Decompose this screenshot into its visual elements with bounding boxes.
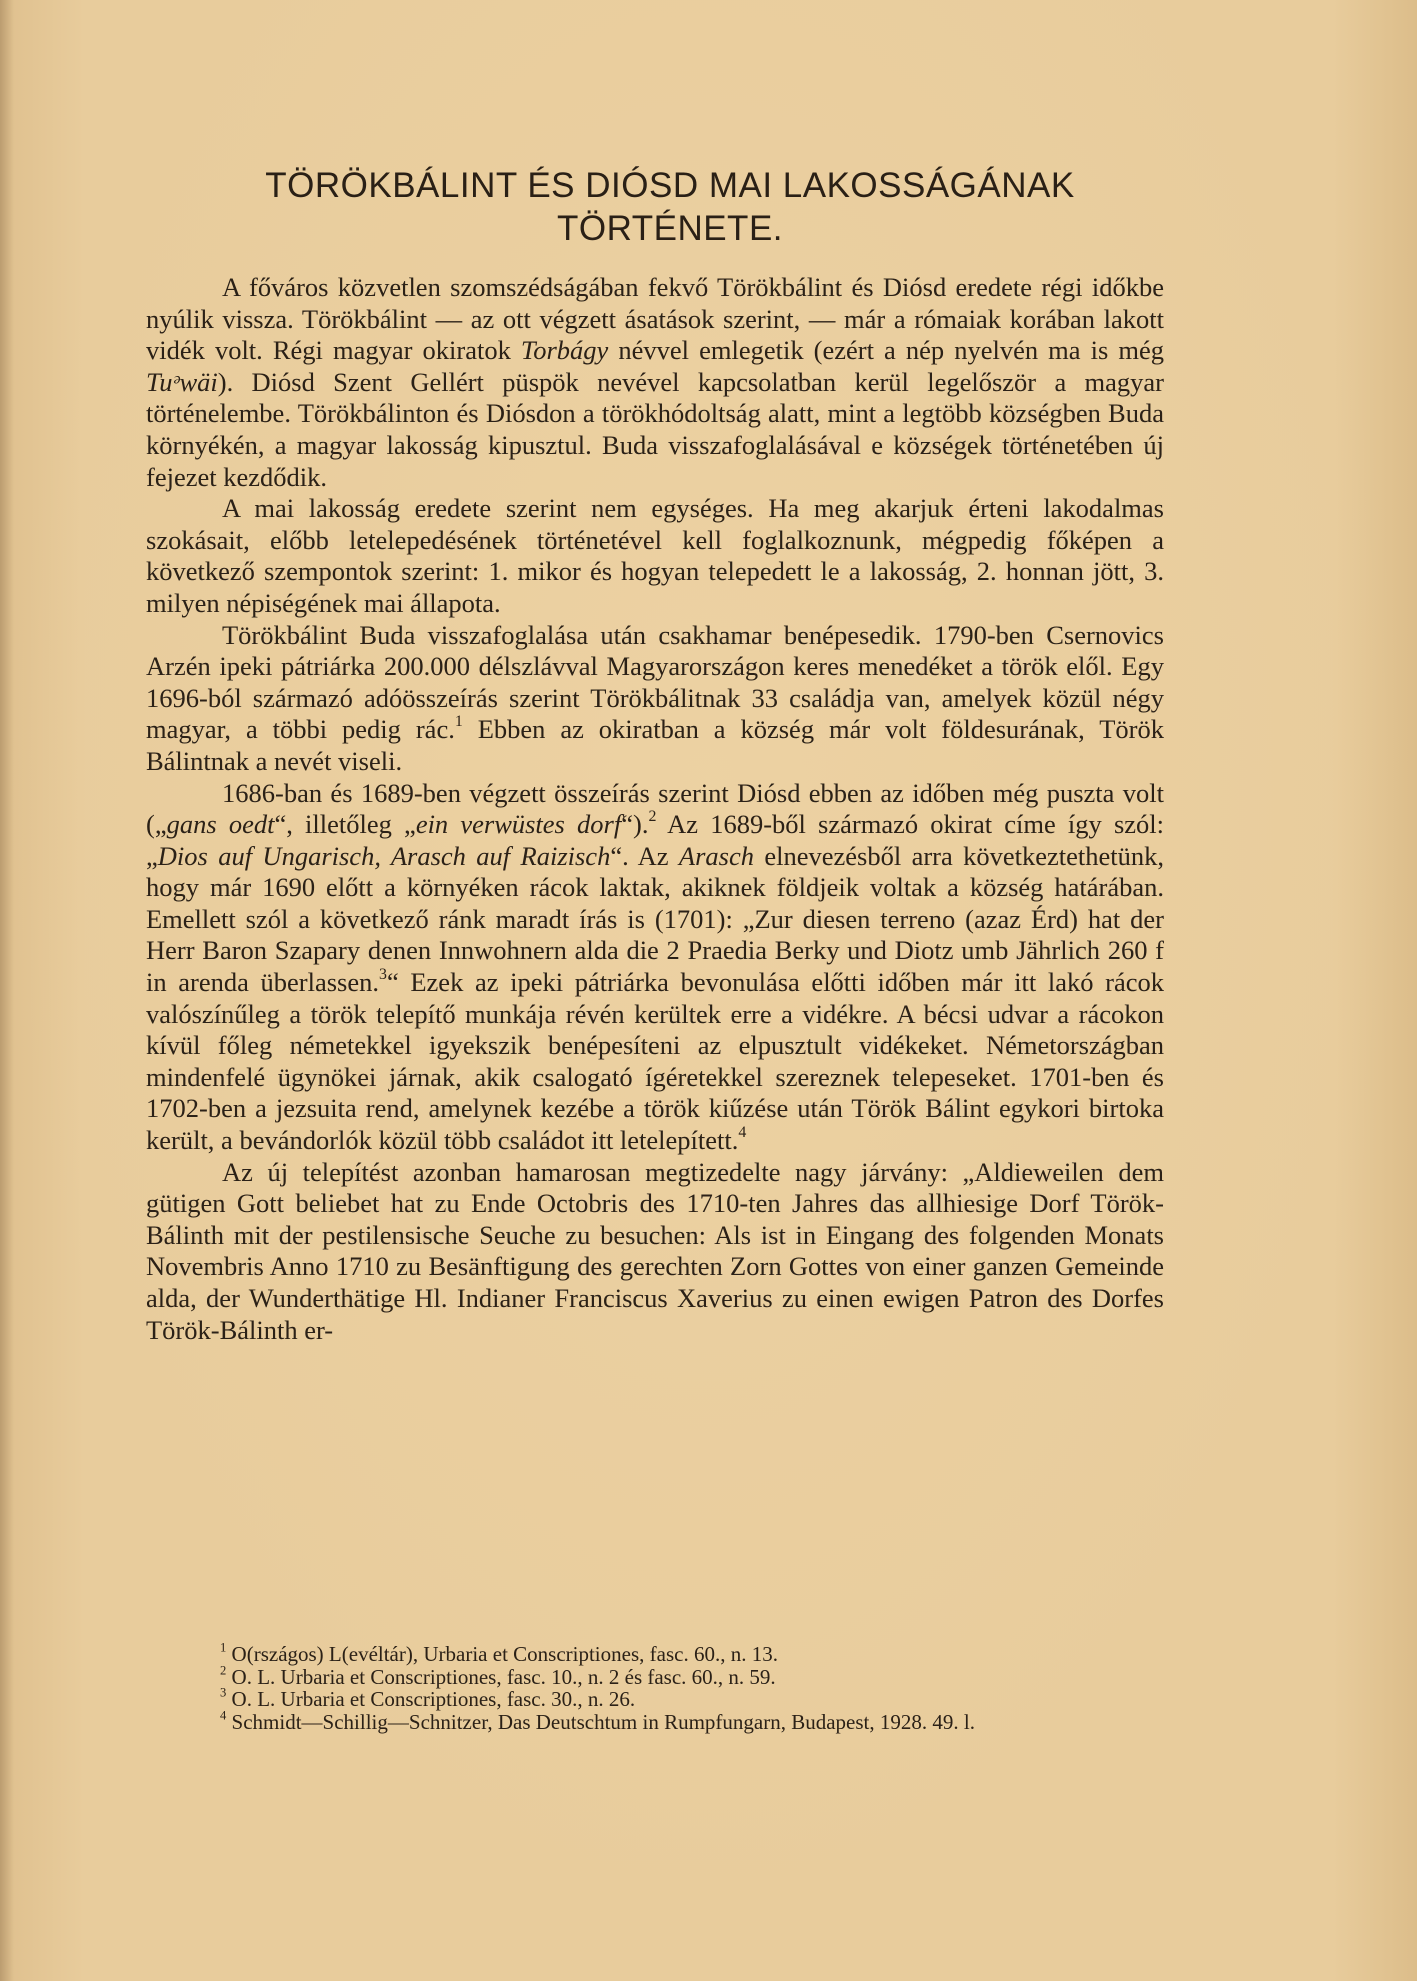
text-run: “. Az	[610, 840, 679, 871]
footnote-ref: 3	[379, 966, 387, 984]
footnote-number: 2	[220, 1663, 227, 1678]
footnote-text: O. L. Urbaria et Conscriptiones, fasc. 30., n. 26.	[226, 1687, 636, 1711]
footnotes	[146, 1640, 1164, 1734]
italic-text: ein verwüstes dorf	[415, 809, 622, 840]
italic-text: Torbágy	[520, 335, 609, 366]
footnote	[146, 1663, 1164, 1689]
footnote-number: 3	[220, 1685, 227, 1700]
footnote-number: 1	[220, 1640, 227, 1655]
page-edge-shadow	[0, 0, 14, 1981]
italic-text: Dios auf Ungarisch, Arasch auf Raizisch	[157, 840, 611, 871]
text-run: “, illetőleg „	[274, 809, 416, 840]
text-run: “ Ezek az ipeki pátriárka bevonulása előtti időben már itt lakó rácok valószínűleg a török telepítő munkája révén kerültek erre a vidékre. A bécsi udvar a rácokon kívül főleg németekkel igyekszik benépesíteni az elpusztult vidékeket. Németországban mindenfelé ügynökei járnak, akik csalogató ígéretekkel szereznek telepeseket. 1701-ben és 1702-ben a jezsuita rend, amelynek kezébe a török kiűzése után Török Bálint egykori birtoka került, a bevándorlók közül több családot itt letelepített.	[146, 967, 1165, 1156]
page-title	[150, 164, 1190, 250]
text-run: névvel emlegetik (ezért a nép nyelvén ma is még	[608, 335, 1164, 366]
footnote	[146, 1708, 1164, 1734]
title-line-1: TÖRÖKBÁLINT ÉS DIÓSD MAI LAKOSSÁGÁNAK	[265, 166, 1075, 205]
text-run: elnevezésből arra következtethetünk, hogy már 1690 előtt a környéken rácok laktak, akiknek földjeik voltak a község határában. Emellett szól a következő ránk maradt írás is (1701): „Zur diesen terreno (azaz Érd) hat der Herr Baron Szapary denen Innwohnern alda die 2 Praedia Berky und Diotz umb Jährlich 260 f in arenda überlassen.	[146, 840, 1165, 998]
footnote-text: Schmidt—Schillig—Schnitzer, Das Deutschtum in Rumpfungarn, Budapest, 1928. 49. l.	[226, 1709, 975, 1734]
footnote-number: 4	[220, 1708, 227, 1723]
paragraph	[146, 272, 1164, 493]
paragraph	[146, 778, 1164, 1157]
italic-text: Arasch	[678, 840, 754, 871]
footnote-ref: 4	[738, 1124, 747, 1142]
paragraph	[146, 620, 1164, 778]
italic-text: Tuᵊwäi	[146, 366, 218, 397]
text-run: ). Diósd Szent Gellért püspök nevével kapcsolatban kerül legelőször a magyar történelembe. Törökbálinton és Diósdon a törökhódoltság alatt, mint a legtöbb községben Buda környékén, a magyar lakosság kipusztul. Buda visszafoglalásával e községek történetében új fejezet kezdődik.	[146, 366, 1164, 492]
text-run: Az 1689-ből származó okirat címe így szól: „	[146, 809, 1165, 871]
paragraph	[146, 493, 1164, 619]
footnote	[146, 1640, 1164, 1666]
paragraph	[146, 1157, 1164, 1347]
footnote	[146, 1685, 1164, 1711]
text-run: 1686-ban és 1689-ben végzett összeírás szerint Diósd ebben az időben még puszta volt („	[146, 777, 1164, 840]
text-run: Ebben az okiratban a község már volt földesurának, Török Bálintnak a nevét viseli.	[146, 714, 1164, 776]
text-run: A mai lakosság eredete szerint nem egységes. Ha meg akarjuk érteni lakodalmas szokásait, előbb letelepedésének történetével kell foglalkoznunk, mégpedig főképen a következő szempontok szerint: 1. mikor és hogyan telepedett le a lakosság, 2. honnan jött, 3. milyen népiségének mai állapota.	[146, 493, 1164, 618]
text-run: Az új telepítést azonban hamarosan megtizedelte nagy járvány: „Aldieweilen dem gütigen Gott beliebet hat zu Ende Octobris des 1710-ten Jahres das allhiesige Dorf Török-Bálinth mit der pestilensische Seuche zu besuchen: Als ist in Eingang des folgenden Monats Novembris Anno 1710 zu Besänftigung des gerechten Zorn Gottes von einer ganzen Gemeinde alda, der Wunderthätige Hl. Indianer Franciscus Xaverius zu einen ewigen Patron des Dorfes Török-Bálinth er-	[146, 1156, 1164, 1345]
footnote-text: O. L. Urbaria et Conscriptiones, fasc. 10., n. 2 és fasc. 60., n. 59.	[226, 1664, 776, 1689]
title-line-2: TÖRTÉNETE.	[556, 209, 784, 248]
text-run: A főváros közvetlen szomszédságában fekvő Törökbálint és Diósd eredete régi időkbe nyúlik vissza. Törökbálint — az ott végzett ásatások szerint, — már a rómaiak korában lakott vidék volt. Régi magyar okiratok	[146, 272, 1164, 366]
footnote-ref: 1	[454, 713, 463, 731]
body-text	[146, 272, 1164, 1346]
italic-text: gans oedt	[166, 809, 275, 840]
footnote-ref: 2	[648, 808, 657, 826]
text-run: “).	[621, 809, 649, 840]
footnote-text: O(rszágos) L(evéltár), Urbaria et Conscriptiones, fasc. 60., n. 13.	[226, 1642, 778, 1666]
text-run: Törökbálint Buda visszafoglalása után csakhamar benépesedik. 1790-ben Csernovics Arzén ipeki pátriárka 200.000 délszlávval Magyarországon keres menedéket a török elől. Egy 1696-ból származó adóösszeírás szerint Törökbálitnak 33 családja van, amelyek közül négy magyar, a többi pedig rác.	[146, 619, 1164, 745]
